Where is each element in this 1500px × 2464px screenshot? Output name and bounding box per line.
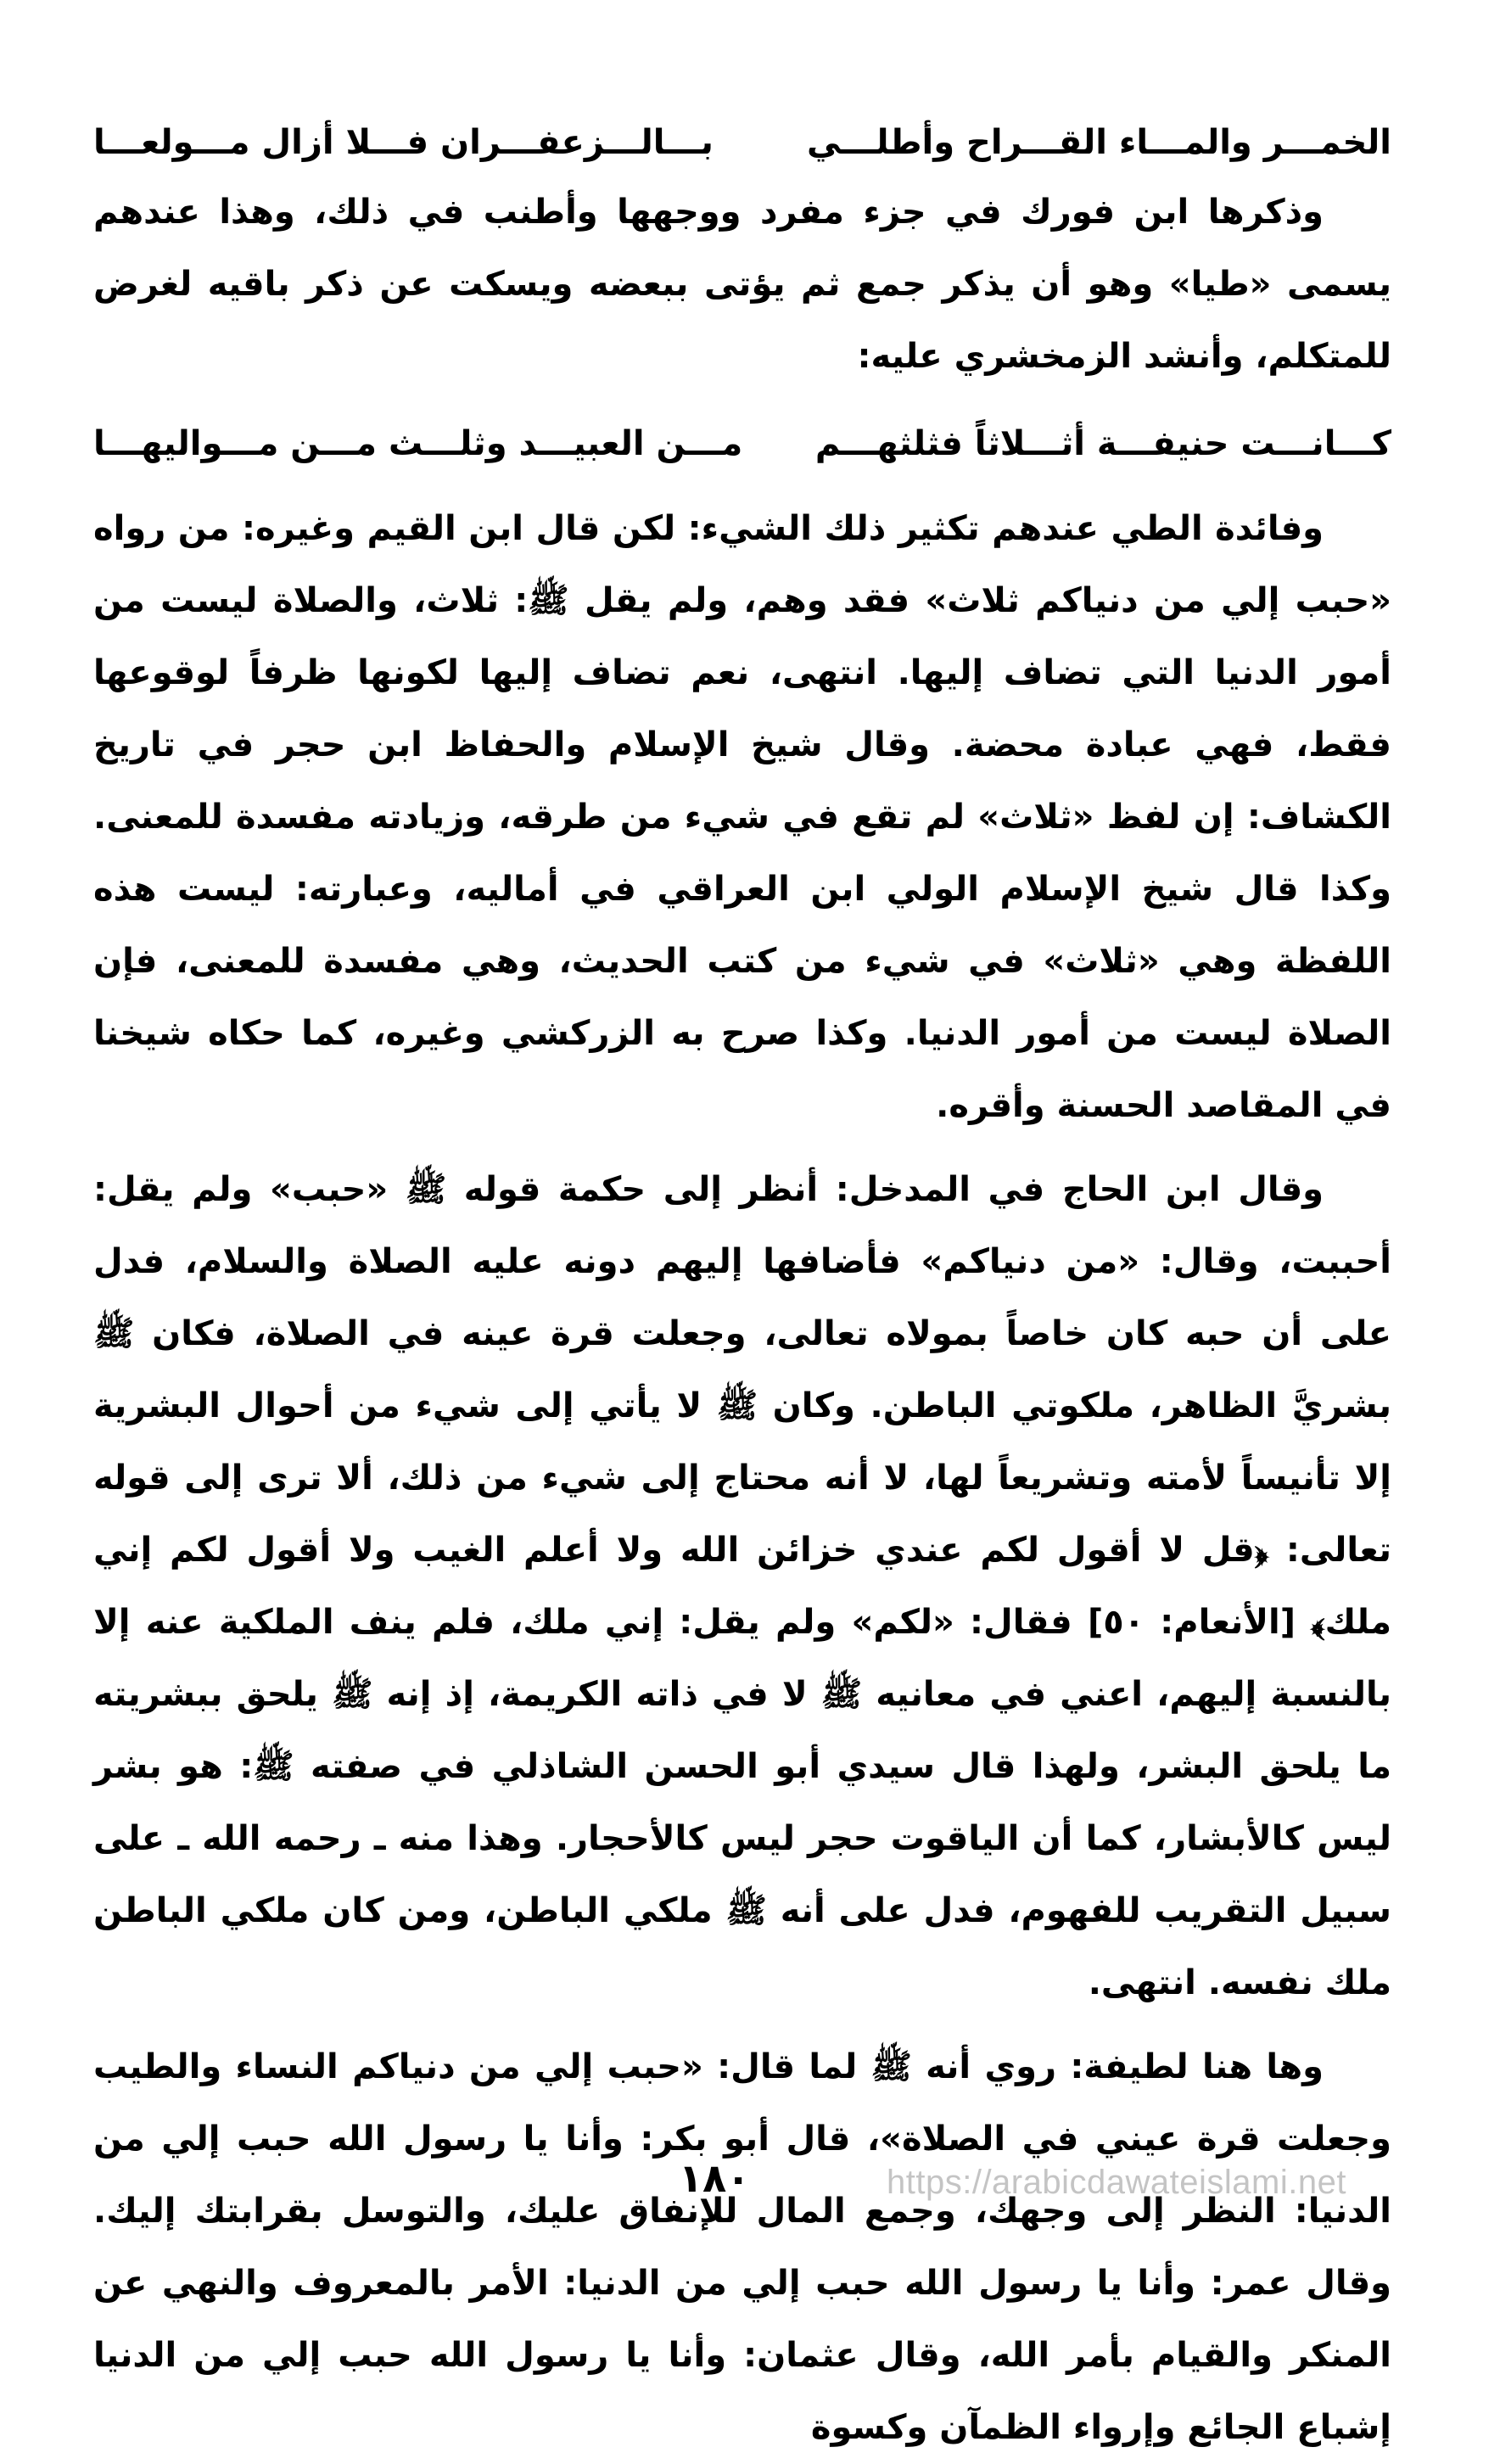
page-number: ١٨٠ <box>679 2155 751 2201</box>
paragraph-3: وقال ابن الحاج في المدخل: أنظر إلى حكمة قوله ﷺ «حبب» ولم يقل: أحببت، وقال: «من دنياكم» فأضافها إليهم دونه عليه الصلاة والسلام، فدل على أن حبه كان خاصاً بمولاه تعالى، وجعلت قرة عينه في الصلاة، فكان ﷺ بشريَّ الظاهر، ملكوتي الباطن. وكان ﷺ لا يأتي إلى شيء من أحوال البشرية إلا تأنيساً لأمته وتشريعاً لها، لا أنه محتاج إلى شيء من ذلك، ألا ترى إلى قوله تعالى: ﴿قل لا أقول لكم عندي خزائن الله ولا أعلم الغيب ولا أقول لكم إني ملك﴾ [الأنعام: ٥٠] فقال: «لكم» ولم يقل: إني ملك، فلم ينف الملكية عنه إلا بالنسبة إليهم، اعني في معانيه ﷺ لا في ذاته الكريمة، إذ إنه ﷺ يلحق ببشريته ما يلحق البشر، ولهذا قال سيدي أبو الحسن الشاذلي في صفته ﷺ: هو بشر ليس كالأبشار، كما أن الياقوت حجر ليس كالأحجار. وهذا منه ـ رحمه الله ـ على سبيل التقريب للفهوم، فدل على أنه ﷺ ملكي الباطن، ومن كان ملكي الباطن ملك نفسه. انتهى. <box>93 1170 1391 2002</box>
verse-2-first-hemistich: كـــانـــت حنيفـــة أثـــلاثاً فثلثهـــم <box>814 424 1391 463</box>
paragraph-1: وذكرها ابن فورك في جزء مفرد ووجهها وأطنب في ذلك، وهذا عندهم يسمى «طيا» وهو أن يذكر جمع ثم يؤتى ببعضه ويسكت عن ذكر باقيه لغرض للمتكلم، وأنشد الزمخشري عليه: <box>93 193 1391 376</box>
verse-1-first-hemistich: الخمـــر والمـــاء القـــراح وأطلـــي <box>807 123 1391 162</box>
poetry-verse-1 <box>93 109 1391 176</box>
paragraph-2: وفائدة الطي عندهم تكثير ذلك الشيء: لكن قال ابن القيم وغيره: من رواه «حبب إلي من دنياكم ثلاث» فقد وهم، ولم يقل ﷺ: ثلاث، والصلاة ليست من أمور الدنيا التي تضاف إليها. انتهى، نعم تضاف إليها لكونها ظرفاً لوقوعها فقط، فهي عبادة محضة. وقال شيخ الإسلام والحفاظ ابن حجر في تاريخ الكشاف: إن لفظ «ثلاث» لم تقع في شيء من طرقه، وزيادته مفسدة للمعنى. وكذا قال شيخ الإسلام الولي ابن العراقي في أماليه، وعبارته: ليست هذه اللفظة وهي «ثلاث» في شيء من كتب الحديث، وهي مفسدة للمعنى، فإن الصلاة ليست من أمور الدنيا. وكذا صرح به الزركشي وغيره، كما حكاه شيخنا في المقاصد الحسنة وأقره. <box>93 509 1391 1125</box>
poetry-verse-2 <box>93 410 1391 478</box>
watermark-url: https://arabicdawateislami.net <box>887 2164 1346 2201</box>
page-body <box>93 109 1391 2464</box>
paragraph-4: وها هنا لطيفة: روي أنه ﷺ لما قال: «حبب إلي من دنياكم النساء والطيب وجعلت قرة عيني في الصلاة»، قال أبو بكر: وأنا يا رسول الله حبب إلي من الدنيا: النظر إلى وجهك، وجمع المال للإنفاق عليك، والتوسل بقرابتك إليك. وقال عمر: وأنا يا رسول الله حبب إلي من الدنيا: الأمر بالمعروف والنهي عن المنكر والقيام بأمر الله، وقال عثمان: وأنا يا رسول الله حبب إلي من الدنيا إشباع الجائع وإرواء الظمآن وكسوة <box>93 2047 1391 2447</box>
verse-2-second-hemistich: مـــن العبيـــد وثلـــث مـــن مـــواليهـــا <box>93 424 743 463</box>
verse-1-second-hemistich: بـــالـــزعفـــران فـــلا أزال مـــولعـــا <box>93 123 714 162</box>
page-footer <box>0 2155 1500 2240</box>
